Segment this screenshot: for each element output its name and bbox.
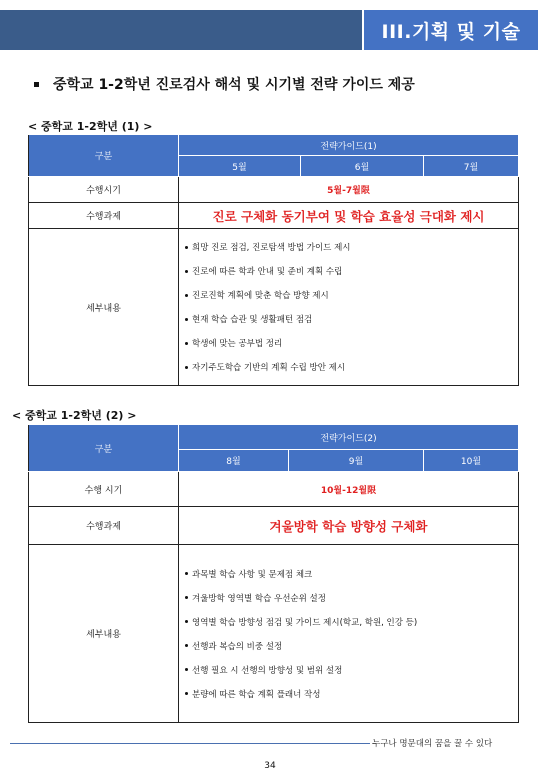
detail-text: 과목별 학습 사항 및 문제점 체크 <box>192 569 313 580</box>
list-item <box>185 658 518 682</box>
list-item <box>185 235 518 259</box>
table-2-detail-list <box>179 562 518 706</box>
table-2-caption: < 중학교 1-2학년 (2) > <box>12 409 137 422</box>
bullet-dot-icon <box>185 270 188 273</box>
detail-text: 선행과 복습의 비중 설정 <box>192 641 283 652</box>
table-1-corner-label: 구분 <box>29 135 179 177</box>
list-item <box>185 331 518 355</box>
strategy-table-2 <box>28 424 519 723</box>
section-title: 중학교 1-2학년 진로검사 해석 및 시기별 전략 가이드 제공 <box>53 77 415 93</box>
list-item <box>185 259 518 283</box>
detail-text: 자기주도학습 기반의 계획 수립 방안 제시 <box>192 363 346 373</box>
table-1-task-label: 수행과제 <box>29 203 179 229</box>
table-2-detail-cell <box>179 545 519 723</box>
detail-text: 학생에 맞는 공부법 정리 <box>192 339 283 349</box>
chapter-title: III.기획 및 기술 <box>362 8 540 52</box>
table-1-detail-label: 세부내용 <box>29 229 179 386</box>
bullet-dot-icon <box>185 692 188 695</box>
list-item <box>185 562 518 586</box>
table-2-task-value: 겨울방학 학습 방향성 구체화 <box>179 507 519 545</box>
list-item <box>185 682 518 706</box>
table-2-corner-label: 구분 <box>29 425 179 472</box>
detail-text: 겨울방학 영역별 학습 우선순위 설정 <box>192 593 326 604</box>
bullet-dot-icon <box>185 294 188 297</box>
detail-text: 영역별 학습 방향성 점검 및 가이드 제시(학교, 학원, 인강 등) <box>192 617 418 628</box>
bullet-dot-icon <box>185 668 188 671</box>
table-2-period-label: 수행 시기 <box>29 472 179 507</box>
table-2-task-label: 수행과제 <box>29 507 179 545</box>
bullet-dot-icon <box>185 572 188 575</box>
table-2-group-label: 전략가이드(2) <box>179 425 519 450</box>
header-bar <box>0 0 540 50</box>
detail-text: 희망 진로 점검, 진로탐색 방법 가이드 제시 <box>192 243 351 253</box>
table-1-period-value: 5월-7월限 <box>179 177 519 203</box>
footer-divider <box>10 743 370 744</box>
detail-text: 진로진학 계획에 맞춘 학습 방향 제시 <box>192 291 329 301</box>
bullet-dot-icon <box>185 620 188 623</box>
table-1-period-label: 수행시기 <box>29 177 179 203</box>
strategy-table-1 <box>28 134 519 386</box>
bullet-dot-icon <box>185 366 188 369</box>
list-item <box>185 586 518 610</box>
list-item <box>185 634 518 658</box>
detail-text: 선행 필요 시 선행의 방향성 및 범위 설정 <box>192 665 343 676</box>
table-1-detail-cell <box>179 229 519 386</box>
detail-text: 진로에 따른 학과 안내 및 준비 계획 수립 <box>192 267 343 277</box>
table-1-month-1: 5월 <box>179 156 301 177</box>
bullet-dot-icon <box>185 342 188 345</box>
table-1-month-3: 7월 <box>424 156 519 177</box>
table-1-task-value: 진로 구체화 동기부여 및 학습 효율성 극대화 제시 <box>179 203 519 229</box>
table-2-period-value: 10월-12월限 <box>179 472 519 507</box>
section-heading <box>34 74 415 94</box>
list-item <box>185 307 518 331</box>
bullet-dot-icon <box>185 318 188 321</box>
footer-slogan: 누구나 명문대의 꿈을 꿀 수 있다 <box>372 739 493 749</box>
table-2-month-1: 8월 <box>179 450 289 472</box>
table-1-month-2: 6월 <box>301 156 424 177</box>
table-2-month-2: 9월 <box>289 450 424 472</box>
list-item <box>185 610 518 634</box>
table-2-detail-label: 세부내용 <box>29 545 179 723</box>
table-2-month-3: 10월 <box>424 450 519 472</box>
table-1-group-label: 전략가이드(1) <box>179 135 519 156</box>
detail-text: 현재 학습 습관 및 생활패턴 점검 <box>192 315 313 325</box>
detail-text: 분량에 따른 학습 계획 플래너 작성 <box>192 689 321 700</box>
bullet-dot-icon <box>185 246 188 249</box>
table-1-caption: < 중학교 1-2학년 (1) > <box>28 120 153 133</box>
table-1-detail-list <box>179 235 518 379</box>
list-item <box>185 283 518 307</box>
bullet-dot-icon <box>185 596 188 599</box>
list-item <box>185 355 518 379</box>
square-bullet-icon <box>34 82 39 87</box>
page-number: 34 <box>264 761 276 771</box>
bullet-dot-icon <box>185 644 188 647</box>
